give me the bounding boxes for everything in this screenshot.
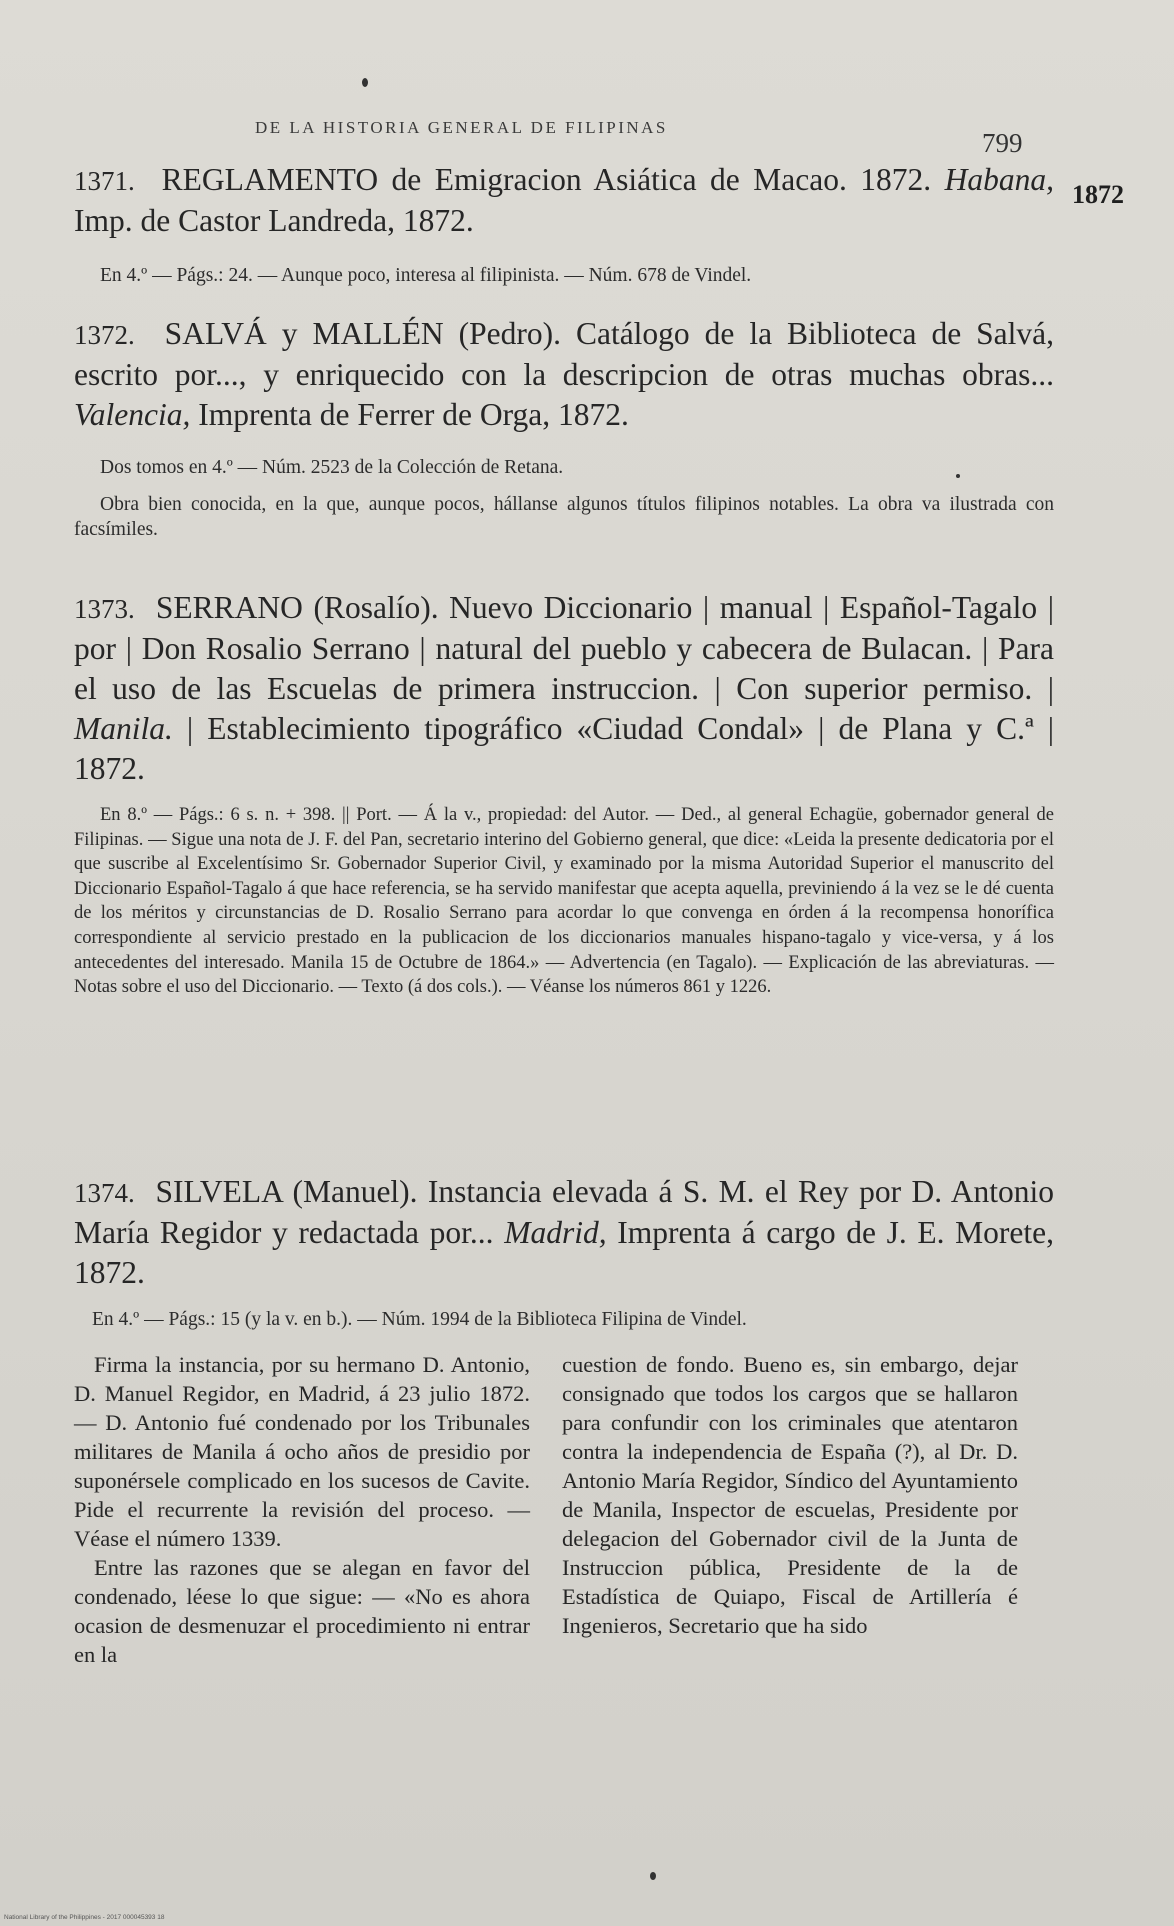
entry-title	[74, 588, 1054, 789]
title-part: | Establecimiento tipográfico «Ciudad Condal» | de Plana y C.ª | 1872.	[74, 711, 1054, 786]
entry-note: En 4.º — Págs.: 15 (y la v. en b.). — Núm. 1994 de la Biblioteca Filipina de Vindel.	[92, 1309, 747, 1330]
entry-1373	[74, 588, 1054, 1000]
title-part: SALVÁ y MALLÉN (Pedro). Catálogo de la Biblioteca de Salvá, escrito por..., y enriquecido con la descripcion de otras muchas obras...	[74, 316, 1054, 392]
right-column	[562, 1350, 1018, 1640]
ink-speck	[956, 474, 960, 478]
column-paragraph: Firma la instancia, por su hermano D. Antonio, D. Manuel Regidor, en Madrid, á 23 julio 1872. — D. Antonio fué condenado por los Tribunales militares de Manila á ocho años de presidio por suponérsele complicado en los sucesos de Cavite. Pide el recurrente la revisión del proceso. — Véase el número 1339.	[74, 1352, 530, 1551]
entry-title	[74, 160, 1054, 241]
entry-title	[74, 314, 1054, 435]
column-paragraph: cuestion de fondo. Bueno es, sin embargo, dejar consignado que todos los cargos que se hallaron para confundir con los criminales que atentaron contra la independencia de España (?), al Dr. D. Antonio María Regidor, Síndico del Ayuntamiento de Manila, Inspector de escuelas, Presidente por delegacion del Gobernador civil de la Junta de Instruccion pública, Presidente de la de Estadística de Quiapo, Fiscal de Artillería é Ingenieros, Secretario que ha sido	[562, 1352, 1018, 1638]
title-part-italic: Manila.	[74, 711, 173, 746]
title-part: Imprenta de Ferrer de Orga, 1872.	[190, 397, 629, 432]
title-part: Imprenta á cargo de J. E. Morete, 1872.	[74, 1215, 1054, 1290]
entry-title	[74, 1172, 1054, 1293]
entry-1371	[74, 160, 1054, 288]
left-column	[74, 1350, 530, 1669]
entry-note: Obra bien conocida, en la que, aunque pocos, hállanse algunos títulos filipinos notables. La obra va ilustrada con facsímiles.	[74, 494, 1054, 540]
entry-note: En 4.º — Págs.: 24. — Aunque poco, interesa al filipinista. — Núm. 678 de Vindel.	[100, 265, 752, 286]
title-part-italic: Madrid,	[504, 1215, 607, 1250]
entry-number: 1373.	[74, 594, 135, 624]
running-head: DE LA HISTORIA GENERAL DE FILIPINAS	[255, 118, 668, 137]
column-paragraph: Entre las razones que se alegan en favor del condenado, léese lo que sigue: — «No es ahora ocasion de desmenuzar el procedimiento ni entrar en la	[74, 1555, 530, 1667]
title-part-italic: Habana,	[944, 162, 1054, 197]
entry-number: 1372.	[74, 320, 135, 350]
entry-number: 1371.	[74, 166, 135, 196]
entry-1374	[74, 1172, 1054, 1332]
scan-watermark: National Library of the Philippines - 2017 000045393 18	[4, 1914, 165, 1921]
entry-1372	[74, 314, 1054, 542]
page-number: 799	[982, 128, 1023, 158]
entry-note: En 8.º — Págs.: 6 s. n. + 398. || Port. — Á la v., propiedad: del Autor. — Ded., al general Echagüe, gobernador general de Filipinas. — Sigue una nota de J. F. del Pan, secretario interino del Gobierno general, que dice: «Leida la presente dedicatoria por el que suscribe al Excelentísimo Sr. Gobernador Superior Civil, y examinado por la misma Autoridad Superior el manuscrito del Diccionario Español-Tagalo á que hace referencia, se ha servido manifestar que acepta aquella, previniendo á la vez se le dé cuenta de los méritos y circunstancias de D. Rosalio Serrano para acordar lo que convenga en órden á la recompensa honorífica correspondiente al servicio prestado en la publicacion de los diccionarios manuales hispano-tagalo y vice-versa, y á los antecedentes del interesado. Manila 15 de Octubre de 1864.» — Advertencia (en Tagalo). — Explicación de las abreviaturas. — Notas sobre el uso del Diccionario. — Texto (á dos cols.). — Véanse los números 861 y 1226.	[74, 805, 1054, 998]
ink-speck	[362, 78, 368, 87]
title-part: REGLAMENTO de Emigracion Asiática de Macao. 1872.	[161, 162, 945, 197]
title-part: SERRANO (Rosalío). Nuevo Diccionario | manual | Español-Tagalo | por | Don Rosalio Serrano | natural del pueblo y cabecera de Bulacan. | Para el uso de las Escuelas de primera instruccion. | Con superior permiso. |	[74, 590, 1055, 706]
entry-number: 1374.	[74, 1178, 135, 1208]
title-part: SILVELA (Manuel). Instancia elevada á S. M. el Rey por D. Antonio María Regidor y redactada por...	[74, 1174, 1054, 1250]
entry-note: Dos tomos en 4.º — Núm. 2523 de la Colección de Retana.	[100, 457, 564, 478]
ink-speck	[650, 1872, 656, 1880]
title-part-italic: Valencia,	[74, 397, 191, 432]
title-part: Imp. de Castor Landreda, 1872.	[74, 203, 474, 238]
margin-year: 1872	[1072, 180, 1124, 209]
